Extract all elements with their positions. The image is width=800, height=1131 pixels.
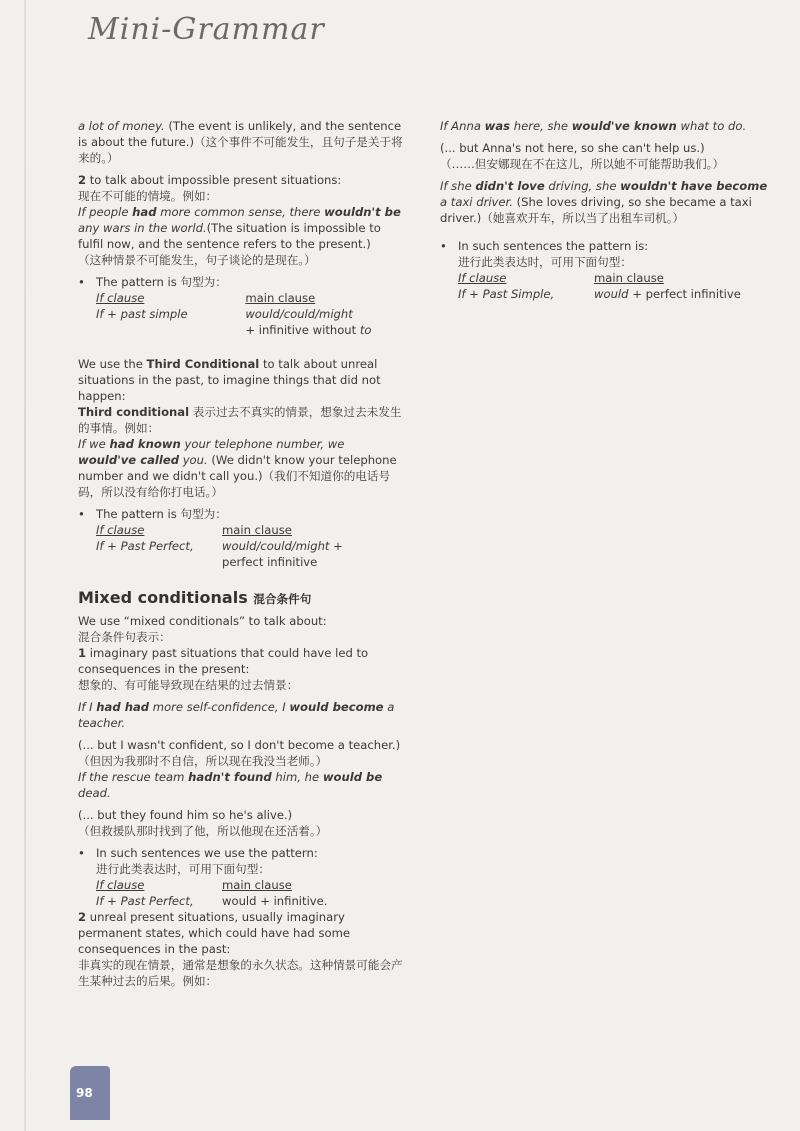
pattern-bullet: • The pattern is 句型为：	[78, 507, 227, 521]
example-chinese: （……但安娜现在不在这儿，所以她不可能帮助我们。）	[440, 157, 725, 171]
mixed-intro: We use “mixed conditionals” to talk about:	[78, 614, 327, 628]
item-1-heading: 1 imaginary past situations that could have led to consequences in the present:	[78, 646, 369, 676]
item-1-chinese: 想象的、有可能导致现在结果的过去情景：	[78, 678, 299, 692]
section-heading-mixed-conditionals: Mixed conditionals 混合条件句	[78, 588, 312, 607]
item-2b-chinese: 非真实的现在情景，通常是想象的永久状态。这种情景可能会产生某种过去的后果。例如：	[78, 958, 403, 988]
item-2-chinese: 现在不可能的情境。例如：	[78, 189, 218, 203]
pattern-bullet: • In such sentences the pattern is: 进行此类表达时，可用下面句型：	[440, 239, 649, 269]
example-sentence: If Anna was here, she would've known what to do.	[440, 119, 747, 133]
example-explanation: (... but they found him so he's alive.)	[78, 808, 293, 822]
page-number: 98	[76, 1086, 93, 1100]
paragraph-continuation: a lot of money. (The event is unlikely, and the sentence is about the future.)（这个事件不可能发生，且句子是关于将来的。）	[78, 119, 403, 165]
example-sentence: If I had had more self-confidence, I would become a teacher.	[78, 700, 395, 730]
third-conditional-intro: We use the Third Conditional to talk about unreal situations in the past, to imagine things that did not happen:	[78, 357, 381, 403]
page-number-tab	[70, 1066, 110, 1120]
pattern-table: If clause If + Past Perfect, main clause would/could/might + perfect infinitive	[96, 523, 343, 569]
mixed-intro-chinese: 混合条件句表示：	[78, 630, 171, 644]
example-chinese: （这种情景不可能发生，句子谈论的是现在。）	[78, 253, 316, 267]
pattern-table: If clause If + Past Perfect, main clause would + infinitive.	[96, 878, 328, 908]
example-sentence: If she didn't love driving, she wouldn't have become a taxi driver. (She loves driving, so she became a taxi driver.)（她喜欢开车，所以当了出租车司机。）	[440, 179, 768, 225]
page-fold-shadow	[24, 0, 26, 1131]
pattern-bullet: • In such sentences we use the pattern: 进行此类表达时，可用下面句型：	[78, 846, 318, 876]
example-explanation: (... but Anna's not here, so she can't help us.)	[440, 141, 705, 155]
right-column	[440, 118, 770, 302]
example-sentence: If we had known your telephone number, we would've called you. (We didn't know your telephone number and we didn't call you.)（我们不知道你的电话号码，所以没有给你打电话。）	[78, 437, 397, 499]
pattern-table: If clause If + past simple main clause would/could/might + infinitive without to	[96, 291, 372, 337]
item-2-heading: 2 to talk about impossible present situations:	[78, 173, 342, 187]
example-sentence: If people had more common sense, there wouldn't be any wars in the world.(The situation is impossible to fulfil now, and the sentence refers to the present.)	[78, 205, 401, 251]
example-explanation: (... but I wasn't confident, so I don't become a teacher.)	[78, 738, 401, 752]
pattern-bullet: • The pattern is 句型为：	[78, 275, 227, 289]
pattern-table: If clause If + Past Simple, main clause would + perfect infinitive	[458, 271, 741, 301]
item-2b-heading: 2 unreal present situations, usually imaginary permanent states, which could have had some consequences in the past:	[78, 910, 351, 956]
example-chinese: （但因为我那时不自信，所以现在我没当老师。）	[78, 754, 328, 768]
example-chinese: （但救援队那时找到了他，所以他现在还活着。）	[78, 824, 328, 838]
page-header-title: Mini-Grammar	[88, 12, 325, 47]
left-column	[78, 118, 404, 989]
third-conditional-chinese: Third conditional 表示过去不真实的情景，想象过去未发生的事情。例如：	[78, 405, 402, 435]
example-sentence: If the rescue team hadn't found him, he would be dead.	[78, 770, 383, 800]
